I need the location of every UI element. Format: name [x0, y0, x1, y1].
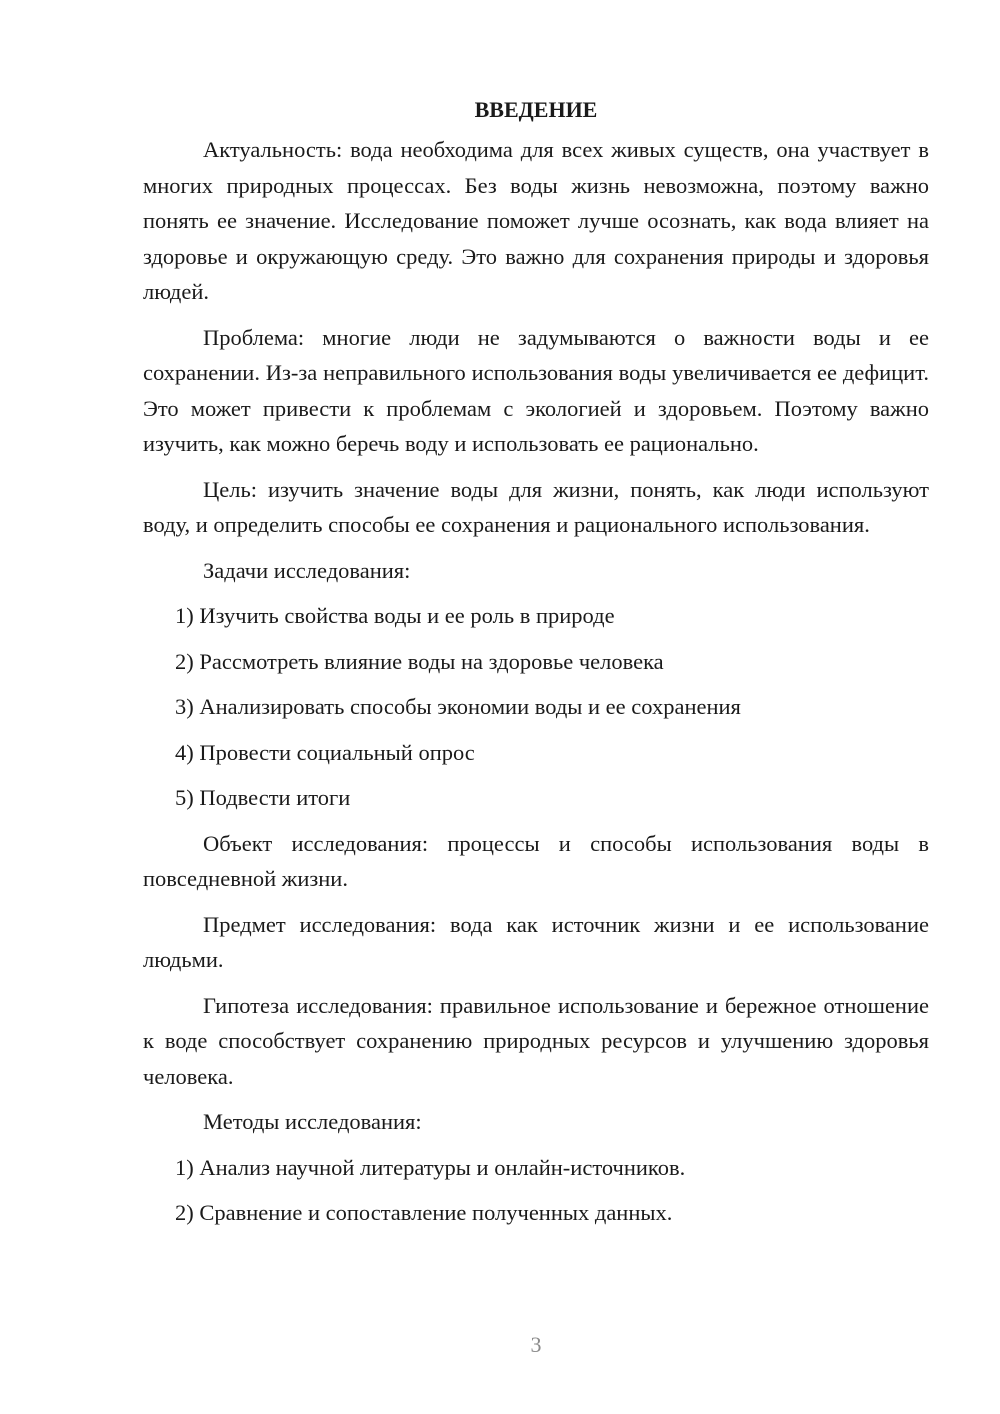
- task-item: 2) Рассмотреть влияние воды на здоровье человека: [175, 648, 664, 674]
- section-title: ВВЕДЕНИЕ: [474, 97, 598, 122]
- task-item: 3) Анализировать способы экономии воды и ее сохранения: [175, 694, 741, 719]
- task-item: 5) Подвести итоги: [175, 785, 351, 810]
- page-number: 3: [530, 1332, 542, 1357]
- document-page: [143, 92, 929, 1241]
- object-paragraph: Объект исследования: процессы и способы использования воды в повседневной жизни.: [143, 830, 929, 891]
- problem-paragraph: Проблема: многие люди не задумываются о важности воды и ее сохранении. Из-за неправильного использования воды увеличивается ее дефицит. Это может привести к проблемам с экологией и здоровьем. Поэтому важно изучить, как можно беречь воду и использовать ее рационально.: [143, 324, 929, 456]
- task-item: 1) Изучить свойства воды и ее роль в природе: [175, 603, 615, 628]
- relevance-paragraph: Актуальность: вода необходима для всех живых существ, она участвует в многих природных процессах. Без воды жизнь невозможна, поэтому важно понять ее значение. Исследование поможет лучше осознать, как вода влияет на здоровье и окружающую среду. Это важно для сохранения природы и здоровья людей.: [143, 137, 929, 304]
- task-item: 4) Провести социальный опрос: [175, 739, 475, 765]
- hypothesis-paragraph: Гипотеза исследования: правильное использование и бережное отношение к воде способствует сохранению природных ресурсов и улучшению здоровья человека.: [143, 992, 929, 1089]
- goal-paragraph: Цель: изучить значение воды для жизни, понять, как люди используют воду, и определить способы ее сохранения и рационального использования.: [143, 476, 929, 537]
- subject-paragraph: Предмет исследования: вода как источник жизни и ее использование людьми.: [143, 911, 929, 972]
- tasks-heading: Задачи исследования:: [203, 557, 411, 583]
- method-item: 2) Сравнение и сопоставление полученных данных.: [175, 1200, 673, 1225]
- method-item: 1) Анализ научной литературы и онлайн-источников.: [175, 1154, 686, 1180]
- methods-heading: Методы исследования:: [203, 1109, 422, 1134]
